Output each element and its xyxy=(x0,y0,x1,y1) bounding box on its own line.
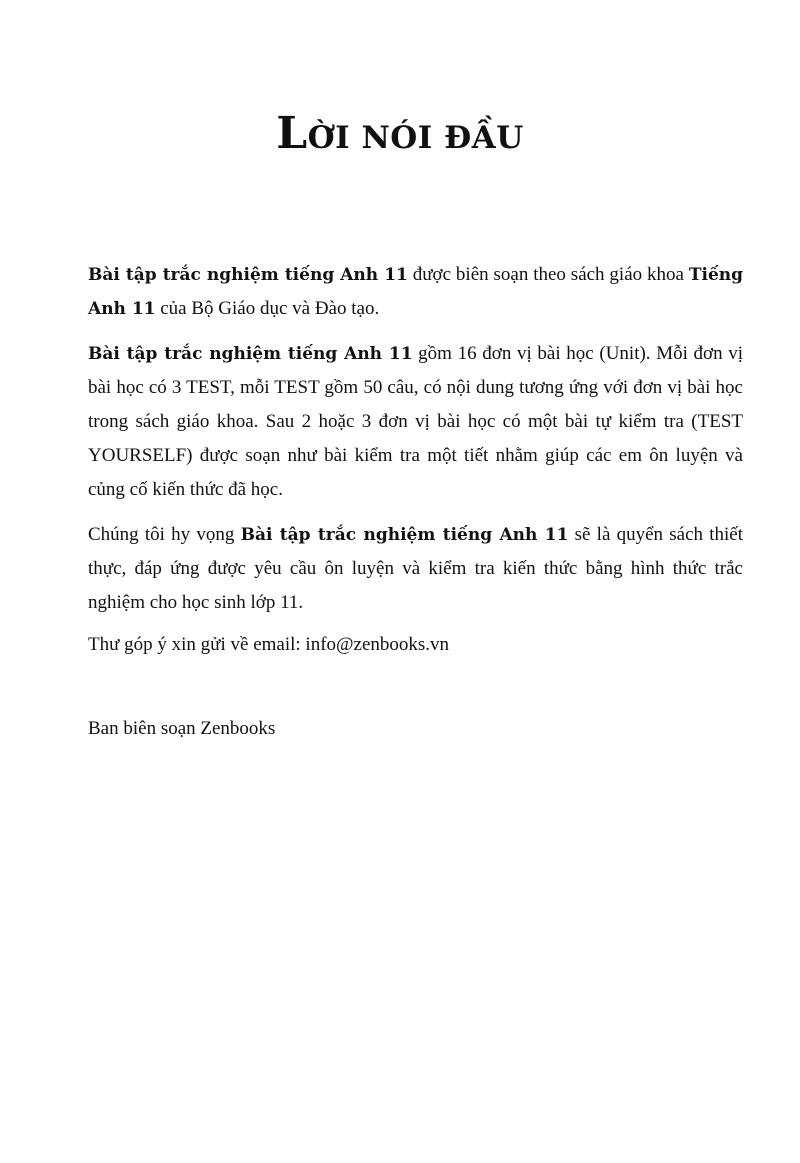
book-title-bold: Bài tập trắc nghiệm tiếng Anh 11 xyxy=(88,265,408,285)
intro-paragraph xyxy=(88,258,743,326)
paragraph-text: được biên soạn theo sách giáo khoa xyxy=(407,264,689,285)
textbook-title-bold: Tiếng Anh 11 xyxy=(88,265,744,319)
hope-paragraph xyxy=(88,518,743,620)
book-title-bold: Bài tập trắc nghiệm tiếng Anh 11 xyxy=(88,344,413,364)
paragraph-text: của Bộ Giáo dục và Đào tạo. xyxy=(155,298,380,319)
signature-line: Ban biên soạn Zenbooks xyxy=(88,718,276,739)
page-title xyxy=(0,108,800,159)
structure-paragraph xyxy=(88,337,743,507)
contact-line: Thư góp ý xin gửi về email: info@zenbooks.vn xyxy=(88,634,450,655)
paragraph-text: Chúng tôi hy vọng xyxy=(88,524,241,545)
book-title-bold: Bài tập trắc nghiệm tiếng Anh 11 xyxy=(240,525,569,545)
paragraph-text: gồm 16 đơn vị bài học (Unit). Mỗi đơn vị bài học có 3 TEST, mỗi TEST gồm 50 câu, có nội dung tương ứng với đơn vị bài học trong sách giáo khoa. Sau 2 hoặc 3 đơn vị bài học có một bài tự kiểm tra (TEST YOURSELF) được soạn như bài kiểm tra một tiết nhằm giúp các em ôn luyện và củng cố kiến thức đã học. xyxy=(88,343,744,500)
title-first-letter: L xyxy=(276,108,308,159)
title-rest: ỜI NÓI ĐẦU xyxy=(307,120,524,156)
paragraph-text: sẽ là quyển sách thiết thực, đáp ứng được yêu cầu ôn luyện và kiểm tra kiến thức bằng hình thức trắc nghiệm cho học sinh lớp 11. xyxy=(88,524,743,613)
